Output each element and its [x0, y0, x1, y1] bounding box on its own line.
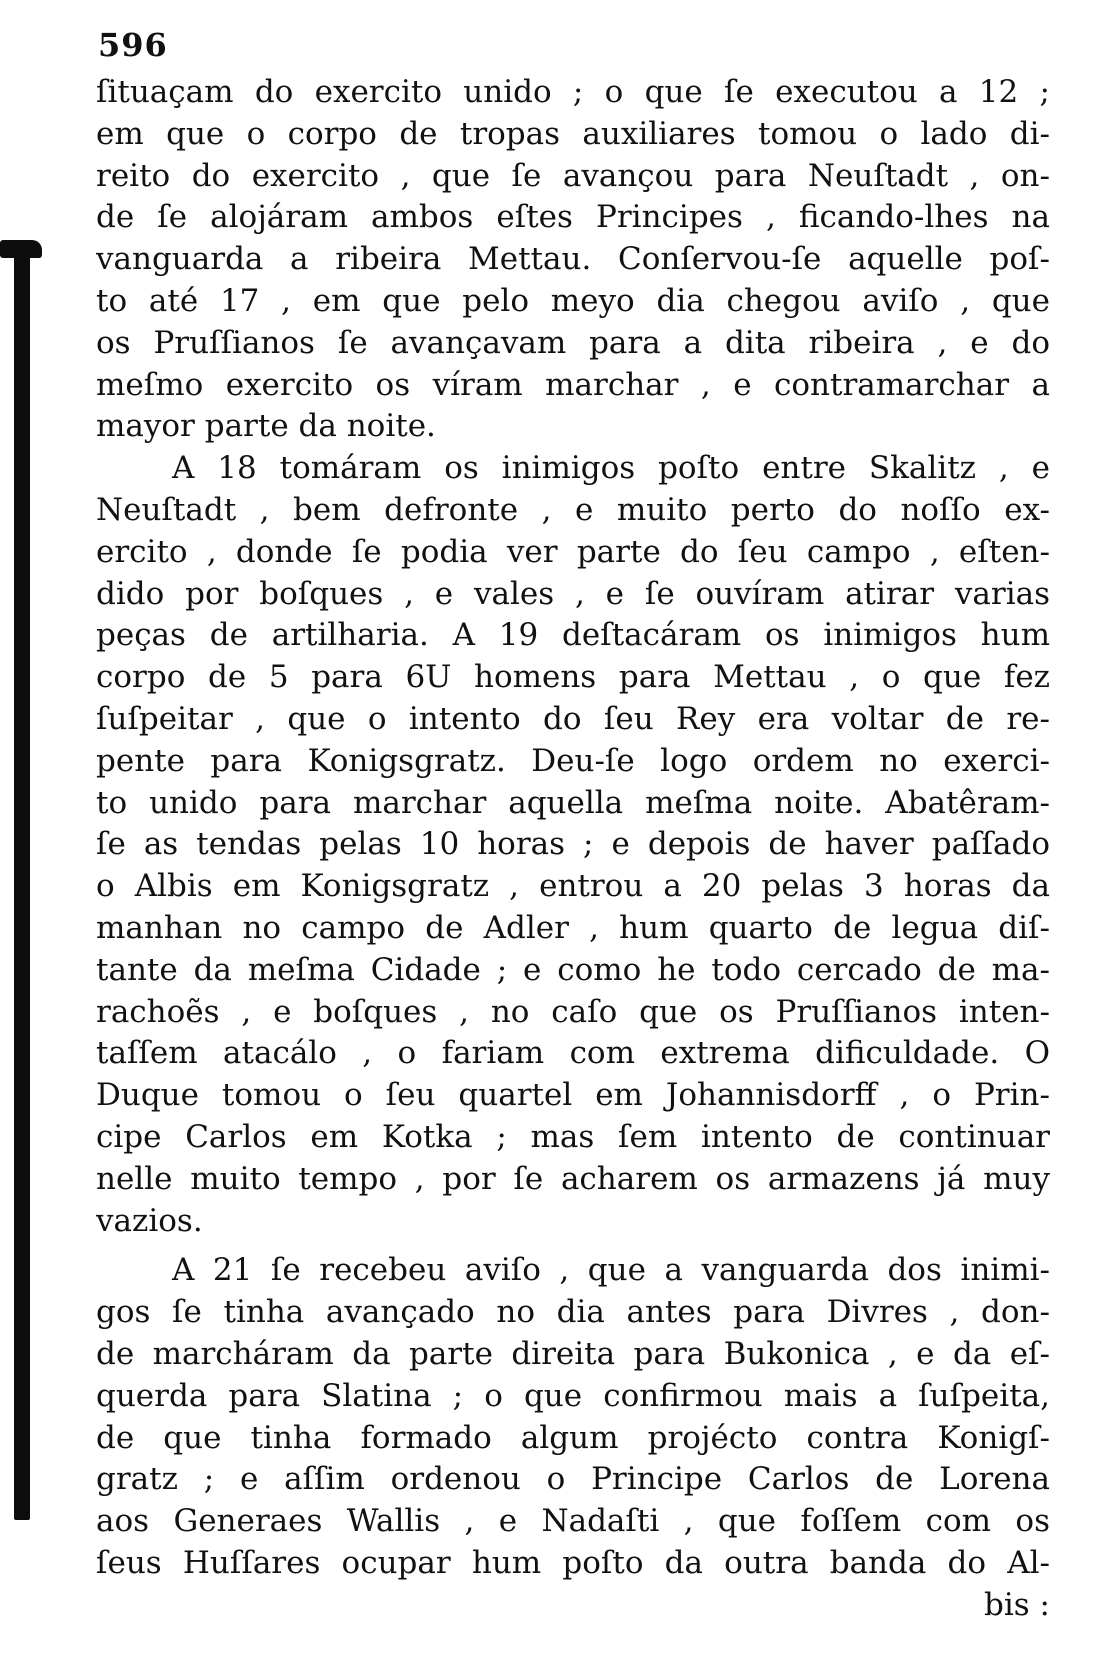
text-line: nelle muito tempo , por ſe acharem os armazens já muy [96, 1160, 1050, 1197]
paragraph-start: A 18 tomáram os inimigos poſto entre Skalitz , e [172, 450, 1050, 487]
text-line: ſeus Huſſares ocupar hum poſto da outra banda do Al- [96, 1544, 1050, 1581]
binding-edge [14, 255, 30, 1520]
text-line: rachoẽs , e boſques , no caſo que os Pruſſianos inten- [96, 993, 1050, 1030]
text-line: meſmo exercito os víram marchar , e contramarchar a [96, 366, 1050, 403]
text-line: de ſe alojáram ambos eſtes Principes , ficando-lhes na [96, 199, 1050, 236]
text-line: vazios. [96, 1202, 203, 1239]
text-line: dido por boſques , e vales , e ſe ouvíram atirar varias [96, 575, 1050, 612]
text-line: Neuſtadt , bem defronte , e muito perto do noſſo ex- [96, 491, 1050, 528]
text-line: to unido para marchar aquella meſma noite. Abatêram- [96, 784, 1050, 821]
text-line: ſe as tendas pelas 10 horas ; e depois de haver paſſado [96, 826, 1050, 863]
text-line: gos ſe tinha avançado no dia antes para Divres , don- [96, 1294, 1050, 1331]
text-line: corpo de 5 para 6U homens para Mettau , o que fez [96, 659, 1050, 696]
text-line: reito do exercito , que ſe avançou para Neuſtadt , on- [96, 157, 1050, 194]
catchword: bis : [984, 1586, 1050, 1623]
text-line: querda para Slatina ; o que confirmou mais a ſuſpeita, [96, 1377, 1050, 1414]
paragraph-start: A 21 ſe recebeu aviſo , que a vanguarda dos inimi- [172, 1252, 1050, 1289]
text-line: mayor parte da noite. [96, 408, 436, 445]
text-line: peças de artilharia. A 19 deſtacáram os inimigos hum [96, 617, 1050, 654]
text-line: de que tinha formado algum projécto contra Konigſ- [96, 1419, 1050, 1456]
text-line: ercito , donde ſe podia ver parte do ſeu campo , eſten- [96, 533, 1050, 570]
text-line: taſſem atacálo , o fariam com extrema dificuldade. O [96, 1035, 1050, 1072]
text-line: tante da meſma Cidade ; e como he todo cercado de ma- [96, 951, 1050, 988]
text-line: os Pruſſianos ſe avançavam para a dita ribeira , e do [96, 324, 1050, 361]
text-line: manhan no campo de Adler , hum quarto de legua diſ- [96, 909, 1050, 946]
text-line: vanguarda a ribeira Mettau. Conſervou-ſe aquelle poſ- [96, 241, 1050, 278]
text-line: o Albis em Konigsgratz , entrou a 20 pelas 3 horas da [96, 868, 1050, 905]
text-line: em que o corpo de tropas auxiliares tomou o lado di- [96, 115, 1050, 152]
text-line: cipe Carlos em Kotka ; mas ſem intento de continuar [96, 1118, 1050, 1155]
body-text [96, 72, 1050, 1626]
text-line: pente para Konigsgratz. Deu-ſe logo ordem no exerci- [96, 742, 1050, 779]
text-line: ſituaçam do exercito unido ; o que ſe executou a 12 ; [96, 74, 1050, 110]
text-line: aos Generaes Wallis , e Nadaſti , que foſſem com os [96, 1503, 1050, 1540]
page-number: 596 [98, 26, 168, 64]
text-line: ſuſpeitar , que o intento do ſeu Rey era voltar de re- [96, 700, 1050, 737]
text-line: to até 17 , em que pelo meyo dia chegou aviſo , que [96, 282, 1050, 319]
text-line: de marcháram da parte direita para Bukonica , e da eſ- [96, 1335, 1050, 1372]
text-line: gratz ; e aſſim ordenou o Principe Carlos de Lorena [96, 1461, 1050, 1498]
text-line: Duque tomou o ſeu quartel em Johannisdorff , o Prin- [96, 1077, 1050, 1114]
